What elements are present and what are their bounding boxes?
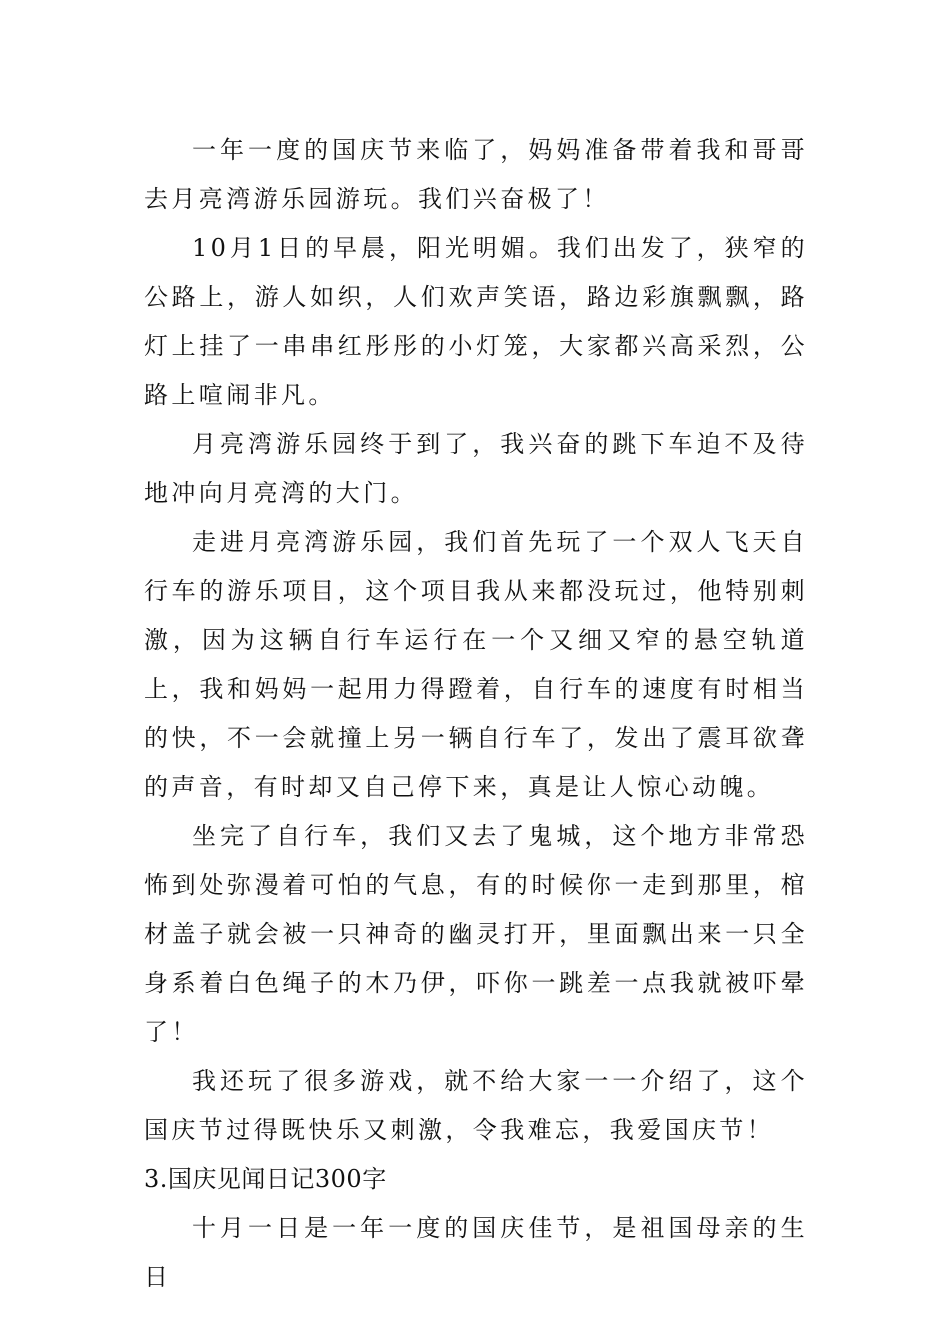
document-body [144,126,808,1302]
paragraph-bicycle: 走进月亮湾游乐园，我们首先玩了一个双人飞天自行车的游乐项目，这个项目我从来都没玩过，他特别刺激，因为这辆自行车运行在一个又细又窄的悬空轨道上，我和妈妈一起用力得蹬着，自行车的速度有时相当的快，不一会就撞上另一辆自行车了，发出了震耳欲聋的声音，有时却又自己停下来，真是让人惊心动魄。 [144,528,808,801]
paragraph-ghost-town: 坐完了自行车，我们又去了鬼城，这个地方非常恐怖到处弥漫着可怕的气息，有的时候你一走到那里，棺材盖子就会被一只神奇的幽灵打开，里面飘出来一只全身系着白色绳子的木乃伊，吓你一跳差一点我就被吓晕了！ [144,822,808,1046]
paragraph-arrival: 月亮湾游乐园终于到了，我兴奋的跳下车迫不及待地冲向月亮湾的大门。 [144,430,808,507]
section-heading: 3.国庆见闻日记300字 [144,1165,387,1193]
paragraph-conclusion: 我还玩了很多游戏，就不给大家一一介绍了，这个国庆节过得既快乐又刺激，令我难忘，我爱国庆节！ [144,1067,808,1144]
paragraph-next-diary: 十月一日是一年一度的国庆佳节，是祖国母亲的生日 [144,1214,808,1291]
paragraph-morning: 10月1日的早晨，阳光明媚。我们出发了，狭窄的公路上，游人如织，人们欢声笑语，路边彩旗飘飘，路灯上挂了一串串红彤彤的小灯笼，大家都兴高采烈，公路上喧闹非凡。 [144,234,808,409]
paragraph-intro: 一年一度的国庆节来临了，妈妈准备带着我和哥哥去月亮湾游乐园游玩。我们兴奋极了！ [144,136,808,213]
